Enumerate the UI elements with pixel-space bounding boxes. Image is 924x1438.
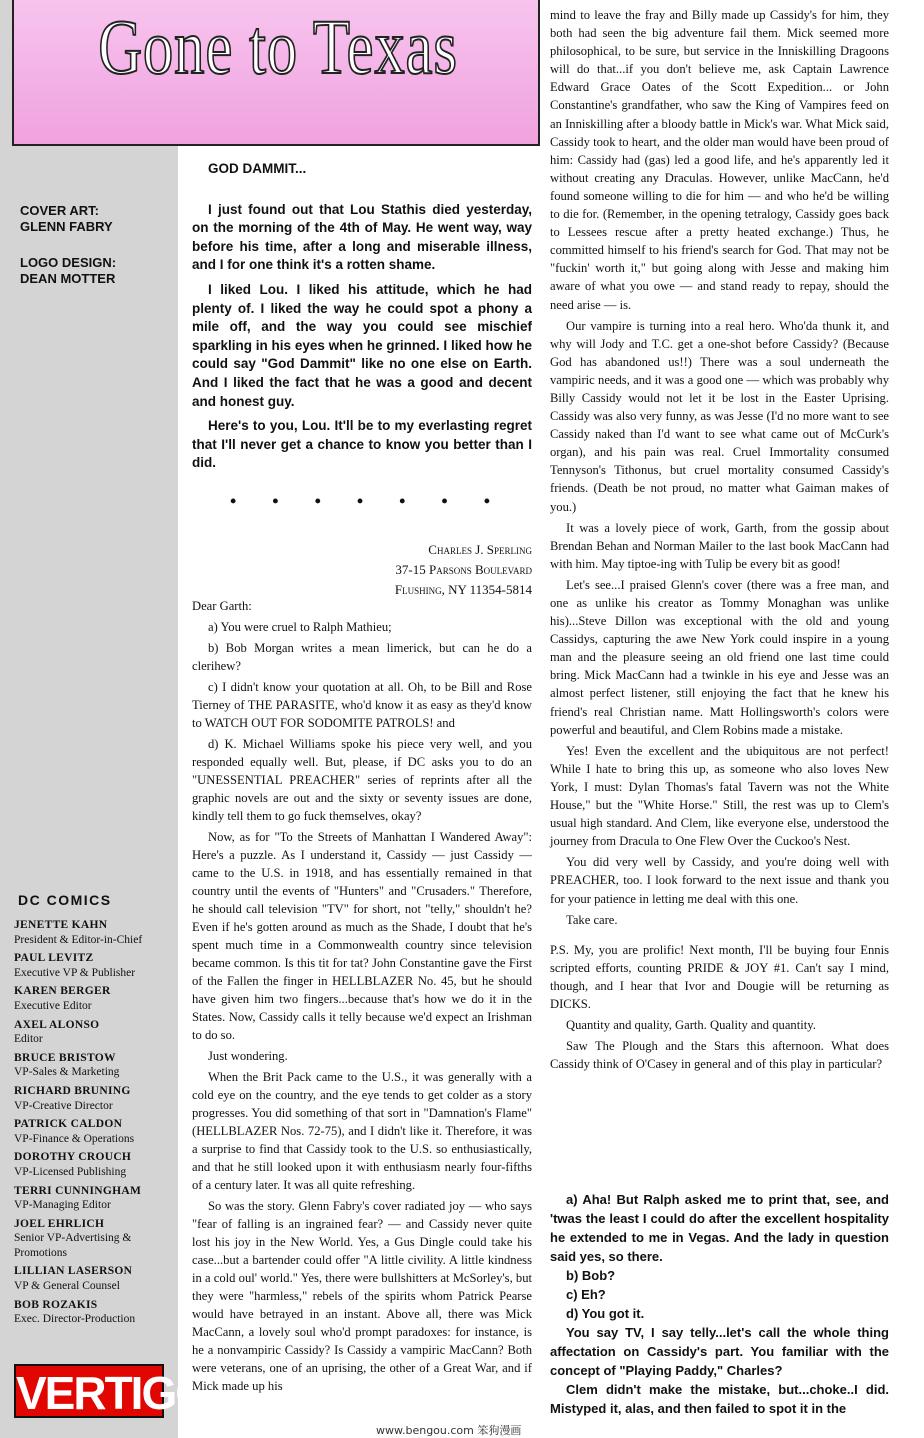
separator-dots: • • • • • • • <box>230 491 490 511</box>
staff-entry: BOB ROZAKIS Exec. Director-Production <box>14 1298 136 1326</box>
letter-address <box>372 540 532 600</box>
letter-paragraph: a) You were cruel to Ralph Mathieu; <box>208 620 392 634</box>
letter-paragraph: Now, as for "To the Streets of Manhattan I Wandered Away": Here's a puzzle. As I understand it, Cassidy — just Cassidy — came to the U.S. in 1918, and has essentially remained in that country until the events of "Hunters" and "Crusaders." Therefore, he should call television "TV" for short, not "telly," shouldn't he? Even if he's gotten around as much as the Shade, I doubt that he's spent much time in a Commonwealth country since television became common. Is this tit for tat? John Constantine gave the First of the Fallen the finger in HELLBLAZER No. 45, but he should have given him two fingers...because that's how we do it in the States. Now, Cassidy calls it telly because we'd expect an Irishman to do so. <box>192 830 532 1042</box>
letter-paragraph: Yes! Even the excellent and the ubiquitous are not perfect! While I hate to bring this up, as someone who also loves New York, I must: Dylan Thomas's fatal Tavern was not the White House," but the "White Horse." Still, the rest was up to Clem's usual high standard. And Clem, like everyone else, understood the journey from Dracula to One Flew Over the Cuckoo's Nest. <box>550 743 889 849</box>
letter-body <box>192 597 532 1398</box>
letter-paragraph: mind to leave the fray and Billy made up Cassidy's for him, they both had seen the big adventure fail them. Mick seemed more philosophical, to be sure, but service in the Inniskilling Dragoons will do that...if you don't believe me, ask Captain Lawrence Edward Grace Oates of the Scott Expedition... or John Constantine's grandfather, who saw the King of Vampires feed on an Inniskilling after a bloody battle in Mick's war. What Mick said, Cassidy took to heart, and the older man would have been proud of him: Cassidy had (gas) led a good life, and he's apparently led it without creating any Draculas. However, unlike MacCann, he'd found someone willing to die for him — and who he'd be willing to die for. (Remember, in the opening tetralogy, Cassidy goes back to Lessees rescue after a pretty heated exchange.) Thus, he committed himself to his friend's search for God. That may not be "fuckin' worth it," but going along with Jesse and making him aware of what you owe — and stand ready to repay, should the need arise — is. <box>550 8 889 312</box>
staff-entry: JENETTE KAHN President & Editor-in-Chief <box>14 919 143 946</box>
letter-paragraph: Let's see...I praised Glenn's cover (there was a free man, and one as unlike his creator as Tommy Monaghan was unlike his)...Steve Dillon was exceptional with the old and young Cassidys, capturing the awe New York could inspire in a young man and the pleasure seeing an old friend one last time could bring. Mick MacCann had a twinkle in his eye and Jesse was an almost perfect listener, still enjoying the fact that he knew his friend's real Christian name. Matt Hollingsworth's colors were powerful and beautiful, and Clem Robins made a mistake. <box>550 577 889 737</box>
staff-entry: BRUCE BRISTOW VP-Sales & Marketing <box>14 1051 120 1079</box>
letter-continued-column <box>550 6 889 1076</box>
letter-paragraph: When the Brit Pack came to the U.S., it was generally with a cold eye on the country, and the eye tends to get colder as a story progresses. You did something of that sort in "Damnation's Flame" (HELLBLAZER Nos. 72-75), and I didn't like it. Therefore, it was a surprise to find that Cassidy took to the U.S. so enthusiastically, and that he still looked upon it with enthusiasm nearly four-fifths of a century later. It was all quite refreshing. <box>192 1070 532 1192</box>
reply-paragraph: d) You got it. <box>566 1306 645 1321</box>
letter-paragraph: So was the story. Glenn Fabry's cover radiated joy — who says "fear of falling is an ingrained fear? — and Cassidy never quite lost his joy in the New World. Yes, a Gus Dingle could take his case...but a bartender could offer "A little civility. A little kindness in a cold oul' world." Yes, there were bullshitters at McSorley's, but they were "harmless," rebels of the spirits whom Patrick Pearse would have betrayed in an instant. Above all, there was Mick MacCann, a lovely soul who'd prompt paradoxes: for instance, is he a nonvampiric Cassidy? Is Cassidy a vampiric MacCann? Both were veterans, one of an uprising, the other of a Great War, and if Mick made up his <box>192 1199 532 1393</box>
staff-list <box>14 918 154 1331</box>
staff-entry: TERRI CUNNINGHAM VP-Managing Editor <box>14 1184 142 1212</box>
letter-author: Charles J. Sperling <box>428 542 532 557</box>
staff-entry: LILLIAN LASERSON VP & General Counsel <box>14 1265 133 1293</box>
title-banner <box>12 0 540 146</box>
editorial-column <box>192 160 532 479</box>
editorial-opening: GOD DAMMIT... <box>208 161 307 176</box>
letter-paragraph: Our vampire is turning into a real hero. Who'da thunk it, and why will Jody and T.C. get a one-shot before Cassidy? (Because God has abandoned us!!) There was a soul underneath the vampiric needs, and it was a good one — which was probably why Billy Cassidy would not let it be lost in the Easter Uprising. Cassidy was also very funny, as was Jesse (I'd no more want to see Cassidy naked than I'd want to see what came out of McCurk's organ), and his pain was real. Cruel Immortality consumed Tennyson's Tithonus, but cruel mortality consumed Cassidy's friends. (Death be not proud, no matter what Gaiman makes of you.) <box>550 318 889 514</box>
logo-design-name: DEAN MOTTER <box>20 271 116 286</box>
letter-city: Flushing, NY 11354-5814 <box>394 582 532 597</box>
reply-paragraph: a) Aha! But Ralph asked me to print that, see, and 'twas the least I could do after the excellent hospitality he extended to me in Vegas. And the lady in question said yes, so there. <box>550 1192 889 1264</box>
site-watermark: www.bengou.com 笨狗漫画 <box>376 1424 522 1437</box>
staff-entry: PATRICK CALDON VP-Finance & Operations <box>14 1118 135 1145</box>
vertigo-logo: VERTIGO <box>14 1364 164 1418</box>
letter-signoff: Take care. <box>566 912 618 927</box>
letter-paragraph: b) Bob Morgan writes a mean limerick, but can he do a clerihew? <box>192 641 532 673</box>
editorial-paragraph: I liked Lou. I liked his attitude, which he had plenty of. I liked the way he could spot a phony a mile off, and the way you could see mischief sparkling in his eyes when he grinned. I liked how he could say "God Dammit" like no one else on Earth. And I liked the fact that he was a good and decent and honest guy. <box>192 281 532 409</box>
staff-entry: AXEL ALONSO Editor <box>14 1018 100 1046</box>
editor-reply <box>550 1190 889 1418</box>
letter-salutation: Dear Garth: <box>192 599 252 613</box>
staff-entry: RICHARD BRUNING VP-Creative Director <box>14 1084 131 1112</box>
letter-paragraph: It was a lovely piece of work, Garth, from the gossip about Brendan Behan and Norman Mailer to the last book MacCann had with him. May tiptoe-ing with Tulip be every bit as good! <box>550 520 889 571</box>
cover-art-name: GLENN FABRY <box>20 219 113 234</box>
reply-paragraph: b) Bob? <box>566 1268 616 1283</box>
staff-entry: JOEL EHRLICH Senior VP-Advertising & Promotions <box>14 1217 132 1259</box>
editorial-paragraph: Here's to you, Lou. It'll be to my everlasting regret that I'll never get a chance to know you better than I did. <box>192 418 532 471</box>
letter-street: 37-15 Parsons Boulevard <box>395 562 532 577</box>
letter-paragraph: d) K. Michael Williams spoke his piece very well, and you responded equally well. But, please, if DC asks you to do an "UNESSENTIAL PREACHER" series of reprints after all the graphic novels are out and the sixty or seventy issues are done, kindly tell them to go fuck themselves, okay? <box>192 737 532 823</box>
reply-paragraph: You say TV, I say telly...let's call the whole thing affectation on Cassidy's part. You familiar with the concept of "Playing Paddy," Charles? <box>550 1325 889 1378</box>
page-title: Gone to Texas <box>98 3 458 90</box>
letter-paragraph: Just wondering. <box>208 1049 288 1063</box>
editorial-paragraph: I just found out that Lou Stathis died yesterday, on the morning of the 4th of May. He went way, way before his time, after a long and miserable illness, and I for one think it's a rotten shame. <box>192 201 532 273</box>
letter-paragraph: Quantity and quality, Garth. Quality and quantity. <box>566 1018 816 1033</box>
reply-paragraph: Clem didn't make the mistake, but...choke..I did. Mistyped it, alas, and then failed to spot it in the <box>550 1382 889 1416</box>
letter-paragraph: You did very well by Cassidy, and you're doing well with PREACHER, too. I look forward to the next issue and thank you for your patience in letting me deal with this one. <box>550 855 889 906</box>
staff-entry: DOROTHY CROUCH VP-Licensed Publishing <box>14 1151 132 1178</box>
letter-postscript: P.S. My, you are prolific! Next month, I'll be buying four Ennis scripted efforts, counting PRIDE & JOY #1. Can't say I mind, though, and I hear that Ivor and Dougie will be returning as DICKS. <box>550 942 889 1011</box>
cover-art-label: COVER ART: <box>20 203 99 218</box>
dc-comics-heading: DC COMICS <box>18 892 112 908</box>
letter-paragraph: Saw The Plough and the Stars this afternoon. What does Cassidy think of O'Casey in general and of this play in particular? <box>550 1039 889 1072</box>
logo-design-label: LOGO DESIGN: <box>20 255 117 270</box>
reply-paragraph: c) Eh? <box>566 1287 606 1302</box>
staff-entry: PAUL LEVITZ Executive VP & Publisher <box>14 952 136 979</box>
staff-entry: KAREN BERGER Executive Editor <box>14 985 111 1012</box>
cover-credits <box>20 203 116 287</box>
letter-paragraph: c) I didn't know your quotation at all. Oh, to be Bill and Rose Tierney of THE PARASITE, who'd know it as easy as they'd know to WATCH OUT FOR SODOMITE PATROLS! and <box>192 680 532 730</box>
